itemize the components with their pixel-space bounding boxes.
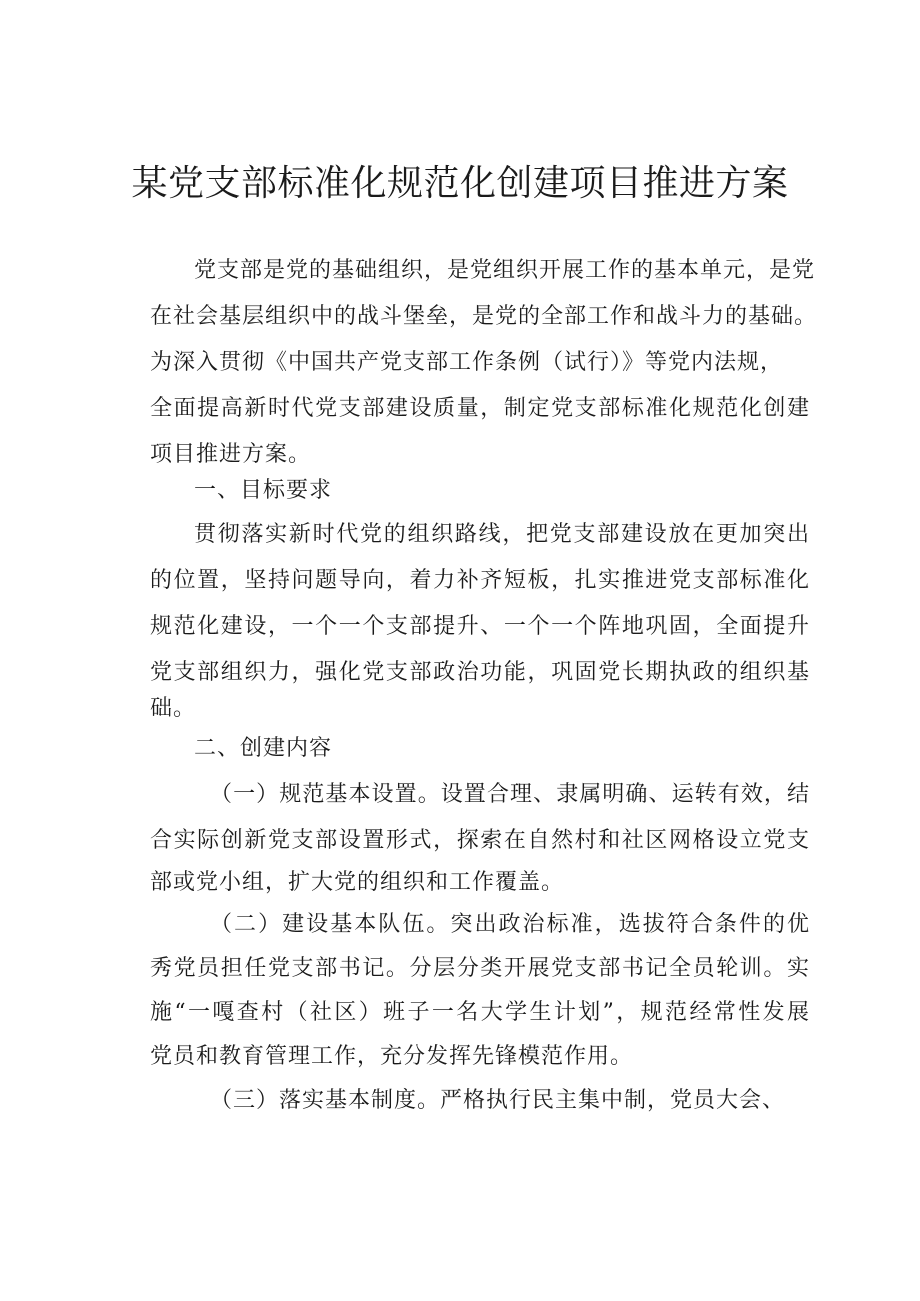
intro-line-3: 为深入贯彻《中国共产党支部工作条例（试行）》等党内法规， bbox=[150, 350, 784, 375]
section2-item2-line-2: 秀党员担任党支部书记。分层分类开展党支部书记全员轮训。实 bbox=[150, 956, 810, 981]
section2-item2-line-3: 施“一嘎查村（社区）班子一名大学生计划”，规范经常性发展 bbox=[150, 1000, 810, 1025]
intro-line-1: 党支部是党的基础组织，是党组织开展工作的基本单元，是党 bbox=[194, 258, 816, 283]
section1-heading: 一、目标要求 bbox=[194, 478, 333, 503]
section1-line-2: 的位置，坚持问题导向，着力补齐短板，扎实推进党支部标准化 bbox=[150, 568, 810, 593]
section1-line-1: 贯彻落实新时代党的组织路线，把党支部建设放在更加突出 bbox=[194, 522, 810, 547]
section2-item1-line-1: （一）规范基本设置。设置合理、隶属明确、运转有效，结 bbox=[210, 782, 810, 807]
section2-heading: 二、创建内容 bbox=[194, 736, 333, 761]
intro-line-5: 项目推进方案。 bbox=[150, 442, 312, 467]
section2-item1-line-3: 部或党小组，扩大党的组织和工作覆盖。 bbox=[150, 870, 565, 895]
section2-item2-line-1: （二）建设基本队伍。突出政治标准，选拔符合条件的优 bbox=[210, 912, 810, 937]
intro-line-4: 全面提高新时代党支部建设质量，制定党支部标准化规范化创建 bbox=[150, 396, 810, 421]
document-title: 某党支部标准化规范化创建项目推进方案 bbox=[131, 163, 789, 204]
section2-item3-line-1: （三）落实基本制度。严格执行民主集中制，党员大会、 bbox=[210, 1088, 786, 1113]
section1-line-5: 础。 bbox=[150, 696, 197, 721]
section2-item2-line-4: 党员和教育管理工作，充分发挥先锋模范作用。 bbox=[150, 1044, 634, 1069]
section1-line-3: 规范化建设，一个一个支部提升、一个一个阵地巩固，全面提升 bbox=[150, 614, 810, 639]
section1-line-4: 党支部组织力，强化党支部政治功能，巩固党长期执政的组织基 bbox=[150, 660, 810, 685]
section2-item1-line-2: 合实际创新党支部设置形式，探索在自然村和社区网格设立党支 bbox=[150, 828, 810, 853]
intro-line-2: 在社会基层组织中的战斗堡垒，是党的全部工作和战斗力的基础。 bbox=[150, 304, 818, 329]
